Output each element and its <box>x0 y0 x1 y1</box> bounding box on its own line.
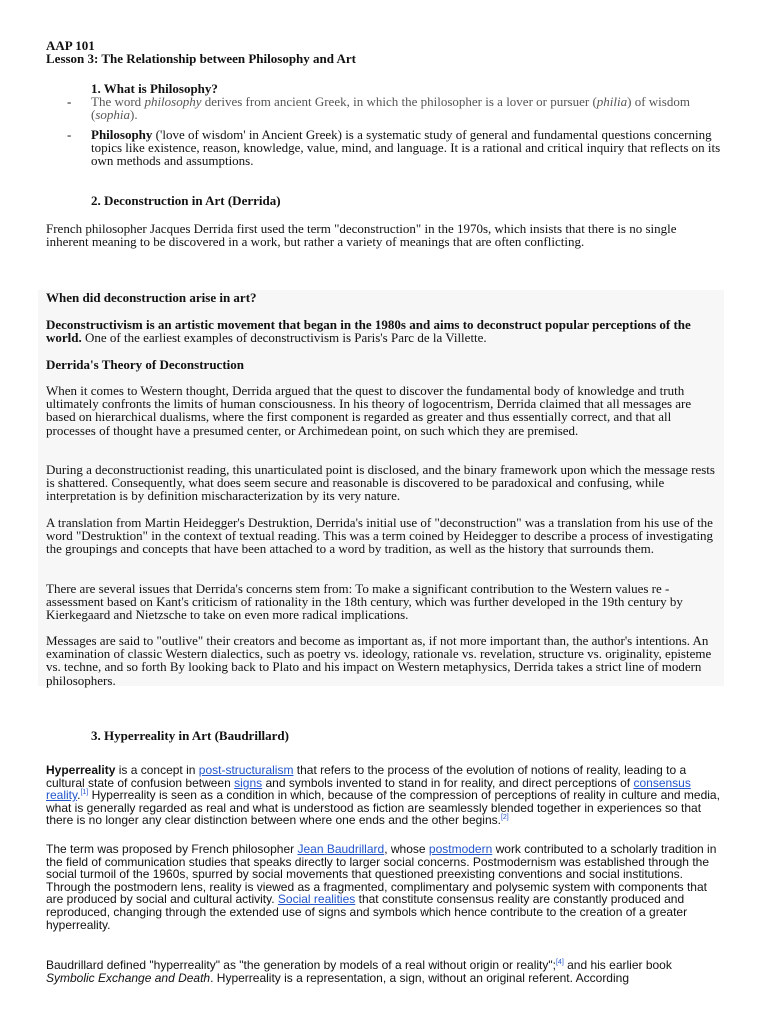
hyperreality-paragraph-1: Hyperreality is a concept in post-structuralism that refers to the process of the evolution of notions of reality, leading to a cultural state of confusion between signs and symbols invented to stand in for reality, and direct perceptions of consensus reality.[1] Hyperreality is seen as a condition in which, because of the compression of perceptions of reality in culture and media, what is generally regarded as real and what is understood as fiction are seamlessly blended together in experiences so that there is no longer any clear distinction between where one ends and the other begins.[2] <box>46 763 720 828</box>
derrida-paragraph-4: There are several issues that Derrida's concerns stem from: To make a significant contribution to the Western values re - assessment based on Kant's criticism of rationality in the 18th century, which was further developed in the 19th century by Kierkegaard and Nietzsche to take on even more radical implications. <box>46 581 683 623</box>
derrida-paragraph-3: A translation from Martin Heidegger's Destruktion, Derrida's initial use of "deconstruction" was a translation from his use of the word "Destruktion" in the context of textual reading. This was a term coined by Heidegger to describe a process of investigating the groupings and concepts that have been attached to a word by tradition, as well as the history that surrounds them. <box>46 515 714 557</box>
derrida-paragraph-5: Messages are said to "outlive" their creators and become as important as, if not more important than, the author's intentions. An examination of classic Western dialectics, such as poetry vs. ideology, rationale vs. revelation, structure vs. originality, episteme vs. techne, and so forth By looking back to Plato and his impact on Western metaphysics, Derrida takes a strict line of modern philosophers. <box>46 633 712 688</box>
postmodern-link[interactable]: postmodern <box>428 842 493 856</box>
section-1-heading: 1. What is Philosophy? <box>91 81 218 96</box>
lesson-title: Lesson 3: The Relationship between Philosophy and Art <box>46 51 357 67</box>
hyperreality-paragraph-2: The term was proposed by French philosopher Jean Baudrillard, whose postmodern work contributed to a scholarly tradition in the field of communication studies that speaks directly to larger social concerns. Postmodernism was established through the social turmoil of the 1960s, spurred by social movements that questioned preexisting conventions and social institutions. Through the postmodern lens, reality is viewed as a fragmented, complimentary and polysemic system with components that are produced by social and cultural activity. Social realities that constitute consensus reality are constantly produced and reproduced, changing through the extended use of signs and symbols which hence contribute to the creation of a greater hyperreality. <box>46 842 717 932</box>
derrida-paragraph-1: When it comes to Western thought, Derrida argued that the quest to discover the fundamental body of knowledge and truth ultimately confronts the limits of human consciousness. In his theory of logocentrism, Derrida claimed that all messages are based on hierarchical dualisms, where the first component is regarded as greater and thus essentially correct, and that all processes of thought have a presumed center, or Archimedean point, on such which they are premised. <box>46 383 692 438</box>
section-3-heading: 3. Hyperreality in Art (Baudrillard) <box>91 728 289 743</box>
citation-4-link[interactable]: [4] <box>555 959 564 966</box>
jean-baudrillard-link[interactable]: Jean Baudrillard <box>297 842 385 856</box>
signs-link[interactable]: signs <box>234 775 263 790</box>
deconstruction-intro: French philosopher Jacques Derrida first used the term "deconstruction" in the 1970s, which insists that there is no single inherent meaning to be discovered in a work, but rather a variety of meanings that are often conflicting. <box>46 221 677 250</box>
social-realities-link[interactable]: Social realities <box>277 892 356 907</box>
citation-2-link[interactable]: [2] <box>500 814 509 822</box>
consensus-reality-link[interactable]: consensus reality <box>46 775 691 803</box>
derrida-theory-heading: Derrida's Theory of Deconstruction <box>46 357 244 372</box>
hyperreality-paragraph-3: Baudrillard defined "hyperreality" as "the generation by models of a real without origin or reality";[4] and his earlier book Symbolic Exchange and Death. Hyperreality is a representation, a sign, without an original referent. According <box>46 958 672 985</box>
derrida-paragraph-2: During a deconstructionist reading, this unarticulated point is disclosed, and the binary framework upon which the message rests is shattered. Consequently, what does seem secure and reasonable is discovered to be paradoxical and confusing, while interpretation is by definition mischaracterization by its very nature. <box>46 462 715 504</box>
section-2-heading: 2. Deconstruction in Art (Derrida) <box>91 193 281 208</box>
philosophy-etymology-bullet: The word philosophy derives from ancient Greek, in which the philosopher is a lover or pursuer (philia) of wisdom (sophia). <box>91 94 690 123</box>
bullet-dash: - <box>67 94 72 109</box>
citation-1-link[interactable]: [1] <box>80 789 89 797</box>
philosophy-definition-bullet: Philosophy ('love of wisdom' in Ancient Greek) is a systematic study of general and fundamental questions concerning topics like existence, reason, knowledge, value, mind, and language. It is a rational and critical inquiry that reflects on its own methods and assumptions. <box>91 127 721 169</box>
post-structuralism-link[interactable]: post-structuralism <box>198 763 294 777</box>
bullet-dash: - <box>67 127 72 142</box>
document-header <box>46 39 356 65</box>
deconstructivism-answer: Deconstructivism is an artistic movement that began in the 1980s and aims to deconstruct popular perceptions of the world. One of the earliest examples of deconstructivism is Paris's Parc de la Villette. <box>46 317 691 346</box>
course-code: AAP 101 <box>46 38 95 53</box>
deconstruction-question-heading: When did deconstruction arise in art? <box>46 290 257 305</box>
